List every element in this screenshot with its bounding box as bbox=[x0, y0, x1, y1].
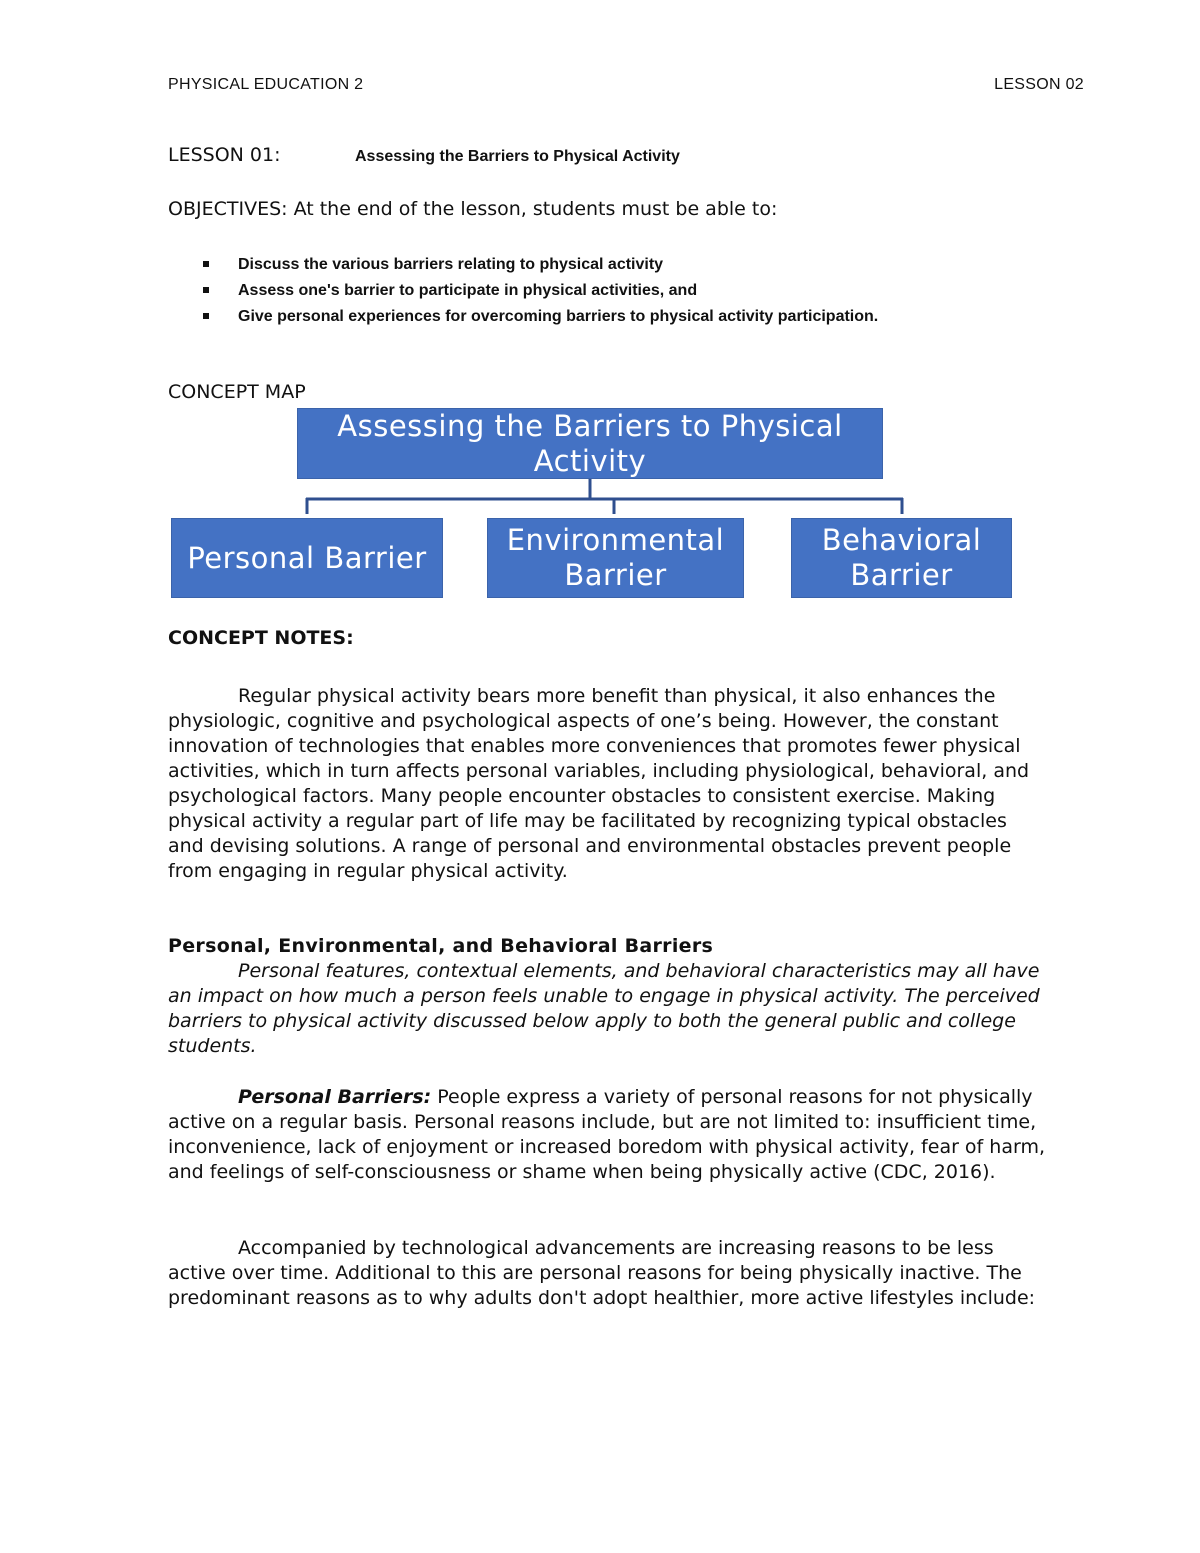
square-bullet-icon bbox=[203, 287, 209, 293]
lesson-label: LESSON 01: bbox=[168, 144, 281, 166]
concept-map-environmental-barrier: Environmental Barrier bbox=[487, 518, 744, 598]
objectives-line bbox=[168, 198, 777, 220]
paragraph-text: Regular physical activity bears more benefit than physical, it also enhances the physiologic, cognitive and psychological aspects of one’s being. However, the constant innovation of technologies that enables more conveniences that promotes fewer physical activities, which in turn affects personal variables, including physiological, behavioral, and psychological factors. Many people encounter obstacles to consistent exercise. Making physical activity a regular part of life may be facilitated by recognizing typical obstacles and devising solutions. A range of personal and environmental obstacles prevent people from engaging in regular physical activity. bbox=[168, 685, 1030, 882]
objective-item bbox=[200, 307, 878, 333]
objectives-list bbox=[200, 255, 878, 333]
concept-map-behavioral-barrier: Behavioral Barrier bbox=[791, 518, 1012, 598]
notes-paragraph-3 bbox=[168, 1085, 1048, 1185]
lesson-title: Assessing the Barriers to Physical Activity bbox=[355, 148, 680, 165]
objective-item bbox=[200, 255, 878, 281]
notes-paragraph-1 bbox=[168, 684, 1048, 884]
header-lesson: LESSON 02 bbox=[994, 76, 1084, 93]
concept-map-label: CONCEPT MAP bbox=[168, 381, 306, 403]
objectives-intro: : At the end of the lesson, students must be able to: bbox=[281, 198, 778, 220]
concept-notes-label: CONCEPT NOTES: bbox=[168, 627, 354, 649]
objectives-label: OBJECTIVES bbox=[168, 198, 282, 220]
objective-text: Give personal experiences for overcoming barriers to physical activity participation. bbox=[238, 308, 879, 325]
paragraph-text: Personal features, contextual elements, and behavioral characteristics may all have an impact on how much a person feels unable to engage in physical activity. The perceived barriers to physical activity discussed below apply to both the general public and college students. bbox=[168, 960, 1040, 1057]
header-course: PHYSICAL EDUCATION 2 bbox=[168, 76, 364, 93]
notes-paragraph-2 bbox=[168, 959, 1048, 1059]
objective-item bbox=[200, 281, 878, 307]
lesson-heading bbox=[168, 144, 680, 166]
personal-barriers-label: Personal Barriers: bbox=[238, 1086, 432, 1108]
objective-text: Assess one's barrier to participate in physical activities, and bbox=[238, 282, 698, 299]
paragraph-text: Accompanied by technological advancements are increasing reasons to be less active over time. Additional to this are personal reasons for being physically inactive. The predominant reasons as to why adults don't adopt healthier, more active lifestyles include: bbox=[168, 1237, 1036, 1309]
square-bullet-icon bbox=[203, 313, 209, 319]
paragraph-text: People express a variety of personal reasons for not physically active on a regular basis. Personal reasons include, but are not limited to: insufficient time, inconvenience, lack of enjoyment or increased boredom with physical activity, fear of harm, and feelings of self-consciousness or shame when being physically active (CDC, 2016). bbox=[168, 1086, 1045, 1183]
square-bullet-icon bbox=[203, 261, 209, 267]
concept-map-root: Assessing the Barriers to Physical Activity bbox=[297, 408, 883, 479]
notes-paragraph-4 bbox=[168, 1236, 1048, 1311]
objective-text: Discuss the various barriers relating to physical activity bbox=[238, 256, 664, 273]
barriers-subheading: Personal, Environmental, and Behavioral Barriers bbox=[168, 935, 714, 957]
concept-map-personal-barrier: Personal Barrier bbox=[171, 518, 443, 598]
